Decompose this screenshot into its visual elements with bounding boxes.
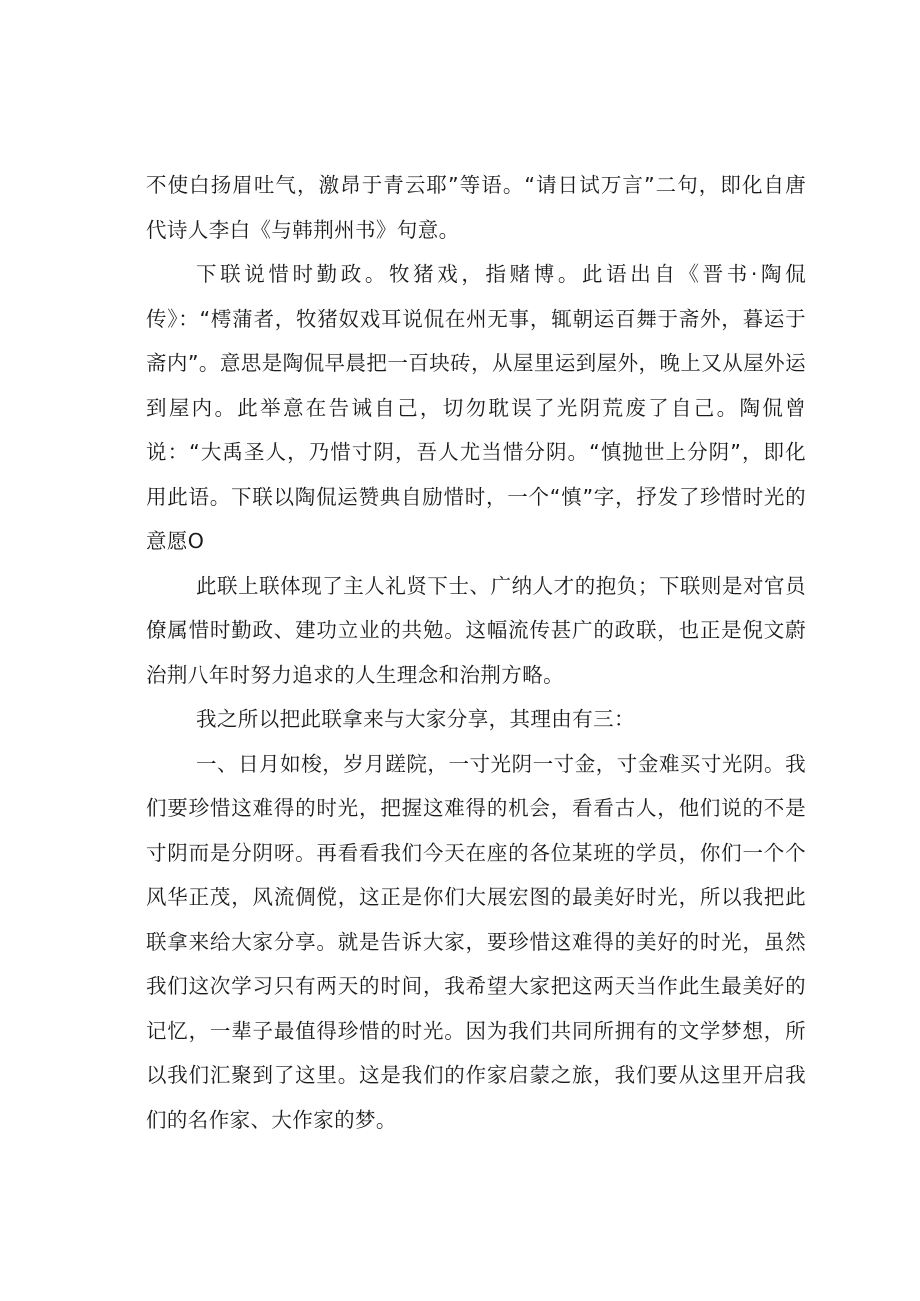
paragraph-reasons-intro: 我之所以把此联拿来与大家分享，其理由有三： <box>196 707 635 731</box>
paragraph-reason-one: 一、日月如梭，岁月蹉院，一寸光阴一寸金，寸金难买寸光阴。我们要珍惜这难得的时光，把握这难得的机会，看看古人，他们说的不是寸阴而是分阴呀。再看看我们今天在座的各位某班的学员，你们一个个风华正茂，风流倜傥，这正是你们大展宏图的最美好时光，所以我把此联拿来给大家分享。就是告诉大家，要珍惜这难得的美好的时光，虽然我们这次学习只有两天的时间，我希望大家把这两天当作此生最美好的记忆，一辈子最值得珍惜的时光。因为我们共同所拥有的文学梦想，所以我们汇聚到了这里。这是我们的作家启蒙之旅，我们要从这里开启我们的名作家、大作家的梦。 <box>146 751 806 1132</box>
paragraph-second-couplet: 下联说惜时勤政。牧猪戏，指赌博。此语出自《晋书·陶侃传》：“樗蒲者，牧猪奴戏耳说侃在州无事，辄朝运百舞于斋外，暮运于斋内”。意思是陶侃早晨把一百块砖，从屋里运到屋外，晚上又从屋外运到屋内。此举意在告诫自己，切勿耽误了光阴荒废了自己。陶侃曾说：“大禹圣人，乃惜寸阴，吾人尤当惜分阴。“慎抛世上分阴”，即化用此语。下联以陶侃运赞典自励惜时，一个“慎”字，抒发了珍惜时光的意愿O <box>146 262 806 553</box>
document-body <box>146 163 806 1142</box>
paragraph-couplet-summary: 此联上联体现了主人礼贤下士、广纳人才的抱负；下联则是对官员僚属惜时勤政、建功立业的共勉。这幅流传甚广的政联，也正是倪文蔚治荆八年时努力追求的人生理念和治荆方略。 <box>146 573 806 687</box>
paragraph-continuation: 不使白扬眉吐气，激昂于青云耶”等语。“请日试万言”二句，即化自唐代诗人李白《与韩荆州书》句意。 <box>146 173 806 242</box>
